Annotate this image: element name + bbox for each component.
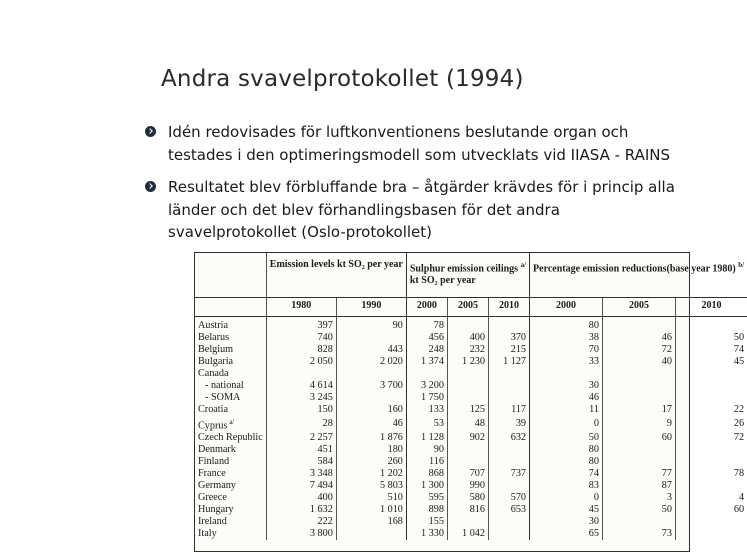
table-row xyxy=(195,456,747,468)
value-cell: 370 xyxy=(488,332,529,344)
value-cell: 737 xyxy=(488,468,529,480)
table-row xyxy=(195,504,747,516)
value-cell: 5 803 xyxy=(336,480,406,492)
value-cell: 70 xyxy=(530,344,603,356)
value-cell xyxy=(602,516,675,528)
value-cell: 39 xyxy=(488,416,529,432)
value-cell xyxy=(675,456,747,468)
country-cell: Belgium xyxy=(198,344,234,355)
slide-title: Andra svavelprotokollet (1994) xyxy=(161,66,524,92)
year-header-row xyxy=(195,298,747,317)
value-cell: 456 xyxy=(406,332,447,344)
value-cell: 45 xyxy=(530,504,603,516)
value-cell xyxy=(488,380,529,392)
value-cell xyxy=(675,368,747,380)
bullet-item xyxy=(145,176,685,244)
emission-levels-header: Emission levels kt SO₂ per year xyxy=(266,253,406,298)
table-row xyxy=(195,480,747,492)
value-cell: 400 xyxy=(266,492,336,504)
value-cell: 0 xyxy=(530,492,603,504)
value-cell: 902 xyxy=(447,432,488,444)
value-cell: 65 xyxy=(530,528,603,540)
value-cell xyxy=(602,317,675,333)
country-cell: Cyprus $^{a/}$ xyxy=(198,418,235,432)
value-cell: 868 xyxy=(406,468,447,480)
table-row xyxy=(195,416,747,432)
value-cell: 248 xyxy=(406,344,447,356)
value-cell: 3 245 xyxy=(266,392,336,404)
value-cell: 50 xyxy=(675,332,747,344)
value-cell: 74 xyxy=(675,344,747,356)
table-row xyxy=(195,528,747,540)
value-cell: 740 xyxy=(266,332,336,344)
value-cell: 400 xyxy=(447,332,488,344)
value-cell: 80 xyxy=(530,317,603,333)
value-cell xyxy=(447,392,488,404)
value-cell: 78 xyxy=(675,468,747,480)
year-header: 2000 xyxy=(530,298,603,317)
value-cell: 30 xyxy=(530,516,603,528)
value-cell: 1 330 xyxy=(406,528,447,540)
value-cell: 898 xyxy=(406,504,447,516)
value-cell xyxy=(447,516,488,528)
country-cell: Germany xyxy=(198,480,236,492)
year-header: 2010 xyxy=(675,298,747,317)
table-row xyxy=(195,444,747,456)
table-row xyxy=(195,492,747,504)
value-cell: 53 xyxy=(406,416,447,432)
value-cell xyxy=(602,368,675,380)
country-cell: Italy xyxy=(198,528,217,540)
value-cell: 3 700 xyxy=(336,380,406,392)
value-cell: 46 xyxy=(336,416,406,432)
value-cell: 87 xyxy=(602,480,675,492)
value-cell: 60 xyxy=(602,432,675,444)
value-cell: 160 xyxy=(336,404,406,416)
value-cell xyxy=(602,392,675,404)
value-cell: 3 800 xyxy=(266,528,336,540)
value-cell: 222 xyxy=(266,516,336,528)
value-cell xyxy=(336,332,406,344)
value-cell: 0 xyxy=(530,416,603,432)
value-cell: 443 xyxy=(336,344,406,356)
value-cell: 33 xyxy=(530,356,603,368)
value-cell: 168 xyxy=(336,516,406,528)
value-cell: 90 xyxy=(406,444,447,456)
year-header: 1990 xyxy=(336,298,406,317)
value-cell xyxy=(488,528,529,540)
value-cell: 584 xyxy=(266,456,336,468)
value-cell: 72 xyxy=(602,344,675,356)
value-cell: 595 xyxy=(406,492,447,504)
value-cell: 17 xyxy=(602,404,675,416)
value-cell xyxy=(488,516,529,528)
value-cell xyxy=(488,444,529,456)
value-cell xyxy=(488,368,529,380)
value-cell: 80 xyxy=(530,456,603,468)
value-cell: 3 200 xyxy=(406,380,447,392)
year-header: 2000 xyxy=(406,298,447,317)
value-cell xyxy=(488,456,529,468)
value-cell: 1 750 xyxy=(406,392,447,404)
year-header: 2010 xyxy=(488,298,529,317)
bullet-text: Resultatet blev förbluffande bra – åtgärder krävdes för i princip alla länder och det blev förhandlingsbasen för det andra svavelprotokollet (Oslo-protokollet) xyxy=(168,178,675,241)
value-cell xyxy=(447,317,488,333)
value-cell xyxy=(675,444,747,456)
country-cell: Belarus xyxy=(198,332,230,343)
value-cell: 828 xyxy=(266,344,336,356)
value-cell: 2 050 xyxy=(266,356,336,368)
country-cell: Finland xyxy=(198,456,230,468)
country-cell: Canada xyxy=(198,368,229,379)
value-cell: 653 xyxy=(488,504,529,516)
value-cell xyxy=(447,380,488,392)
value-cell: 77 xyxy=(602,468,675,480)
value-cell xyxy=(675,392,747,404)
value-cell: 1 632 xyxy=(266,504,336,516)
country-header xyxy=(195,253,266,298)
country-cell: - national xyxy=(205,380,244,391)
value-cell xyxy=(406,368,447,380)
table-row xyxy=(195,404,747,416)
value-cell: 2 257 xyxy=(266,432,336,444)
value-cell: 150 xyxy=(266,404,336,416)
table-row xyxy=(195,392,747,404)
value-cell: 7 494 xyxy=(266,480,336,492)
value-cell: 632 xyxy=(488,432,529,444)
value-cell xyxy=(675,528,747,540)
table-row xyxy=(195,317,747,333)
value-cell: 232 xyxy=(447,344,488,356)
country-cell: Czech Republic xyxy=(198,432,263,444)
value-cell: 1 010 xyxy=(336,504,406,516)
country-cell: - SOMA xyxy=(205,392,241,403)
table-body xyxy=(195,317,747,541)
value-cell: 1 230 xyxy=(447,356,488,368)
table-row xyxy=(195,432,747,444)
value-cell xyxy=(336,528,406,540)
emission-table xyxy=(195,253,747,540)
value-cell: 74 xyxy=(530,468,603,480)
value-cell: 451 xyxy=(266,444,336,456)
value-cell: 48 xyxy=(447,416,488,432)
scanned-emission-table xyxy=(194,252,745,552)
value-cell xyxy=(266,368,336,380)
value-cell xyxy=(675,480,747,492)
table-row xyxy=(195,516,747,528)
table-row xyxy=(195,380,747,392)
value-cell: 117 xyxy=(488,404,529,416)
value-cell: 46 xyxy=(602,332,675,344)
value-cell xyxy=(602,444,675,456)
value-cell xyxy=(602,380,675,392)
value-cell: 3 348 xyxy=(266,468,336,480)
value-cell: 133 xyxy=(406,404,447,416)
value-cell: 707 xyxy=(447,468,488,480)
arrow-bullet-icon xyxy=(145,181,156,192)
table-row xyxy=(195,344,747,356)
value-cell: 4 xyxy=(675,492,747,504)
value-cell: 50 xyxy=(530,432,603,444)
country-cell: Bulgaria xyxy=(198,356,234,367)
value-cell: 1 300 xyxy=(406,480,447,492)
value-cell: 570 xyxy=(488,492,529,504)
bullet-text: Idén redovisades för luftkonventionens beslutande organ och testades i den optimeringsmodell som utvecklats vid IIASA - RAINS xyxy=(168,123,671,164)
value-cell: 1 876 xyxy=(336,432,406,444)
value-cell: 155 xyxy=(406,516,447,528)
table-row xyxy=(195,332,747,344)
value-cell: 30 xyxy=(530,380,603,392)
value-cell: 1 202 xyxy=(336,468,406,480)
country-cell: Croatia xyxy=(198,404,228,415)
reduction-header: Percentage emission reductions(base year 1980) $^{b/}$ xyxy=(530,253,747,298)
value-cell: 22 xyxy=(675,404,747,416)
value-cell xyxy=(488,317,529,333)
value-cell xyxy=(602,456,675,468)
value-cell: 990 xyxy=(447,480,488,492)
value-cell: 83 xyxy=(530,480,603,492)
value-cell: 215 xyxy=(488,344,529,356)
value-cell: 46 xyxy=(530,392,603,404)
bullet-item xyxy=(145,121,685,166)
value-cell: 90 xyxy=(336,317,406,333)
country-cell: Denmark xyxy=(198,444,236,456)
value-cell: 73 xyxy=(602,528,675,540)
value-cell: 50 xyxy=(602,504,675,516)
country-cell: Ireland xyxy=(198,516,227,528)
value-cell xyxy=(675,317,747,333)
country-cell: France xyxy=(198,468,226,480)
table-row xyxy=(195,368,747,380)
value-cell: 28 xyxy=(266,416,336,432)
value-cell: 1 128 xyxy=(406,432,447,444)
value-cell xyxy=(675,380,747,392)
value-cell xyxy=(336,368,406,380)
arrow-bullet-icon xyxy=(145,126,156,137)
value-cell: 40 xyxy=(602,356,675,368)
year-header: 1980 xyxy=(266,298,336,317)
value-cell: 2 020 xyxy=(336,356,406,368)
value-cell xyxy=(488,480,529,492)
table-row xyxy=(195,356,747,368)
value-cell: 3 xyxy=(602,492,675,504)
value-cell: 1 042 xyxy=(447,528,488,540)
value-cell: 580 xyxy=(447,492,488,504)
value-cell: 116 xyxy=(406,456,447,468)
country-cell: Greece xyxy=(198,492,227,504)
value-cell xyxy=(447,368,488,380)
value-cell: 1 374 xyxy=(406,356,447,368)
value-cell: 4 614 xyxy=(266,380,336,392)
value-cell: 1 127 xyxy=(488,356,529,368)
value-cell: 60 xyxy=(675,504,747,516)
year-header: 2005 xyxy=(447,298,488,317)
emission-ceilings-header: Sulphur emission ceilings $^{a/}$ kt SO₂ per year xyxy=(406,253,529,298)
value-cell: 9 xyxy=(602,416,675,432)
value-cell: 38 xyxy=(530,332,603,344)
value-cell xyxy=(675,516,747,528)
value-cell xyxy=(530,368,603,380)
value-cell: 26 xyxy=(675,416,747,432)
value-cell: 45 xyxy=(675,356,747,368)
value-cell: 816 xyxy=(447,504,488,516)
value-cell: 72 xyxy=(675,432,747,444)
value-cell: 260 xyxy=(336,456,406,468)
value-cell: 397 xyxy=(266,317,336,333)
country-cell: Hungary xyxy=(198,504,234,516)
table-row xyxy=(195,468,747,480)
value-cell xyxy=(336,392,406,404)
year-header: 2005 xyxy=(602,298,675,317)
value-cell: 510 xyxy=(336,492,406,504)
value-cell: 125 xyxy=(447,404,488,416)
value-cell: 78 xyxy=(406,317,447,333)
value-cell: 180 xyxy=(336,444,406,456)
value-cell xyxy=(447,444,488,456)
value-cell xyxy=(447,456,488,468)
value-cell xyxy=(488,392,529,404)
country-cell: Austria xyxy=(198,320,228,331)
value-cell: 80 xyxy=(530,444,603,456)
value-cell: 11 xyxy=(530,404,603,416)
